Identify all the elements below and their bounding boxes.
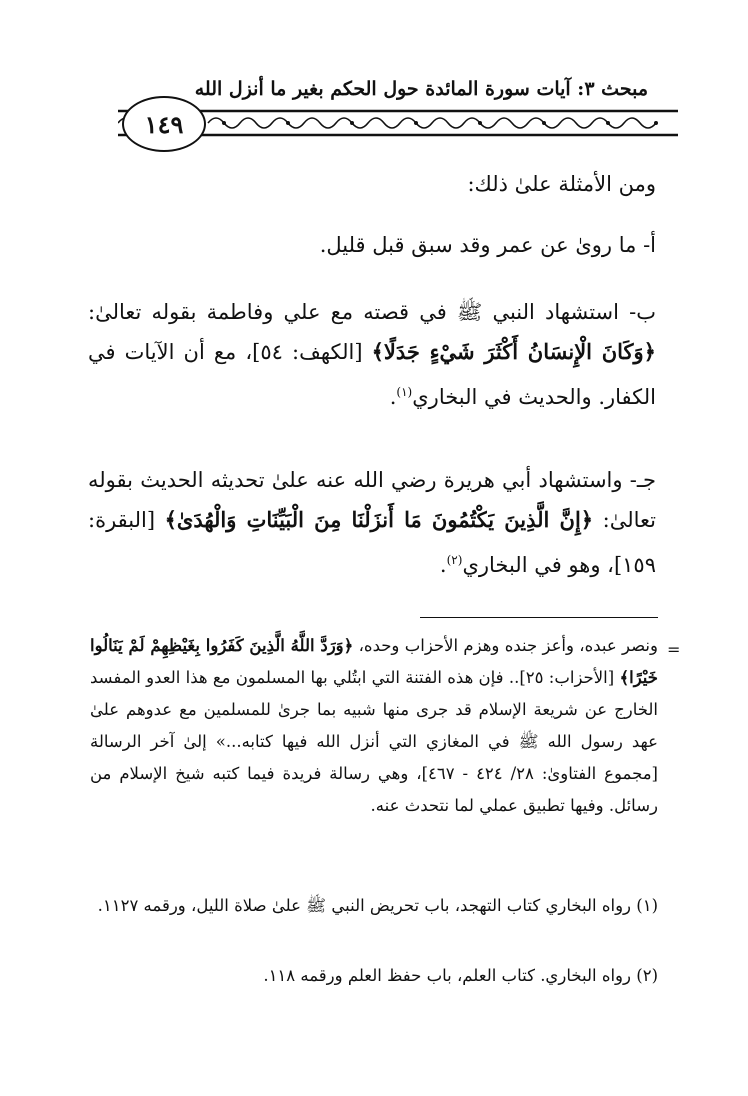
quran-verse-baqarah: ﴿إِنَّ الَّذِينَ يَكْتُمُونَ مَا أَنزَلْنَا مِنَ الْبَيِّنَاتِ وَالْهُدَىٰ﴾ <box>164 507 594 532</box>
item-c-rest: [البقرة: ١٥٩]، وهو في البخاري <box>88 508 656 577</box>
intro-paragraph <box>88 164 656 204</box>
item-b-line: ب- استشهاد النبي ﷺ في قصته مع علي وفاطمة بقوله تعالىٰ: <box>88 300 656 324</box>
footnote-1 <box>90 890 658 922</box>
footnote-1-text: (١) رواه البخاري كتاب التهجد، باب تحريض النبي ﷺ علىٰ صلاة الليل، ورقمه ١١٢٧. <box>97 896 658 915</box>
footnote-continuation-post: [الأحزاب: ٢٥].. فإن هذه الفتنة التي ابتُلي بها المسلمون مع هذا العدو المفسد الخارج عن شريعة الإسلام قد جرى منها شبيه بما جرىٰ للمسلمين مع عدوهم علىٰ عهد رسول الله ﷺ في المغازي التي أنزل الله فيها كتابه...» إلىٰ آخر الرسالة [مجموع الفتاوىٰ: ٢٨/ ٤٢٤ - ٤٦٧]، وهي رسالة فريدة فيما كتبه شيخ الإسلام من رسائل. وفيها تطبيق عملي لما نتحدث عنه. <box>90 668 658 815</box>
footnote-ref-2: (٢) <box>446 553 463 567</box>
footnote-2-text: (٢) رواه البخاري. كتاب العلم، باب حفظ العلم ورقمه ١١٨. <box>263 966 658 985</box>
footnote-ref-1: (١) <box>396 385 413 399</box>
item-c-line: جـ- واستشهاد أبي هريرة رضي الله عنه علىٰ تحديثه الحديث بقوله تعالىٰ: <box>88 468 656 532</box>
footnote-2 <box>90 960 658 992</box>
item-c-paragraph <box>88 460 656 585</box>
footnote-continuation-pre: ونصر عبده، وأعز جنده وهزم الأحزاب وحده، <box>353 636 658 655</box>
item-b-end: . <box>389 385 397 409</box>
item-b-rest: [الكهف: ٥٤]، مع أن الآيات في الكفار. والحديث في البخاري <box>88 340 656 409</box>
page-number: ١٤٩ <box>122 96 206 152</box>
chapter-heading: مبحث ٣: آيات سورة المائدة حول الحكم بغير ما أنزل الله <box>194 78 648 100</box>
footnote-continuation <box>90 630 658 822</box>
quran-verse-kahf: ﴿وَكَانَ الْإِنسَانُ أَكْثَرَ شَيْءٍ جَدَلًا﴾ <box>371 339 656 364</box>
footnote-separator <box>420 617 658 618</box>
quran-verse-ahzab: ﴿وَرَدَّ اللَّهُ الَّذِينَ كَفَرُوا بِغَيْظِهِمْ لَمْ يَنَالُوا خَيْرًا﴾ <box>90 636 658 687</box>
intro-text: ومن الأمثلة علىٰ ذلك: <box>467 172 656 196</box>
item-c-end: . <box>439 553 447 577</box>
item-a-paragraph <box>88 225 656 265</box>
item-b-paragraph <box>88 292 656 417</box>
continuation-mark: = <box>667 640 681 659</box>
item-a-text: أ- ما روىٰ عن عمر وقد سبق قبل قليل. <box>319 233 656 257</box>
